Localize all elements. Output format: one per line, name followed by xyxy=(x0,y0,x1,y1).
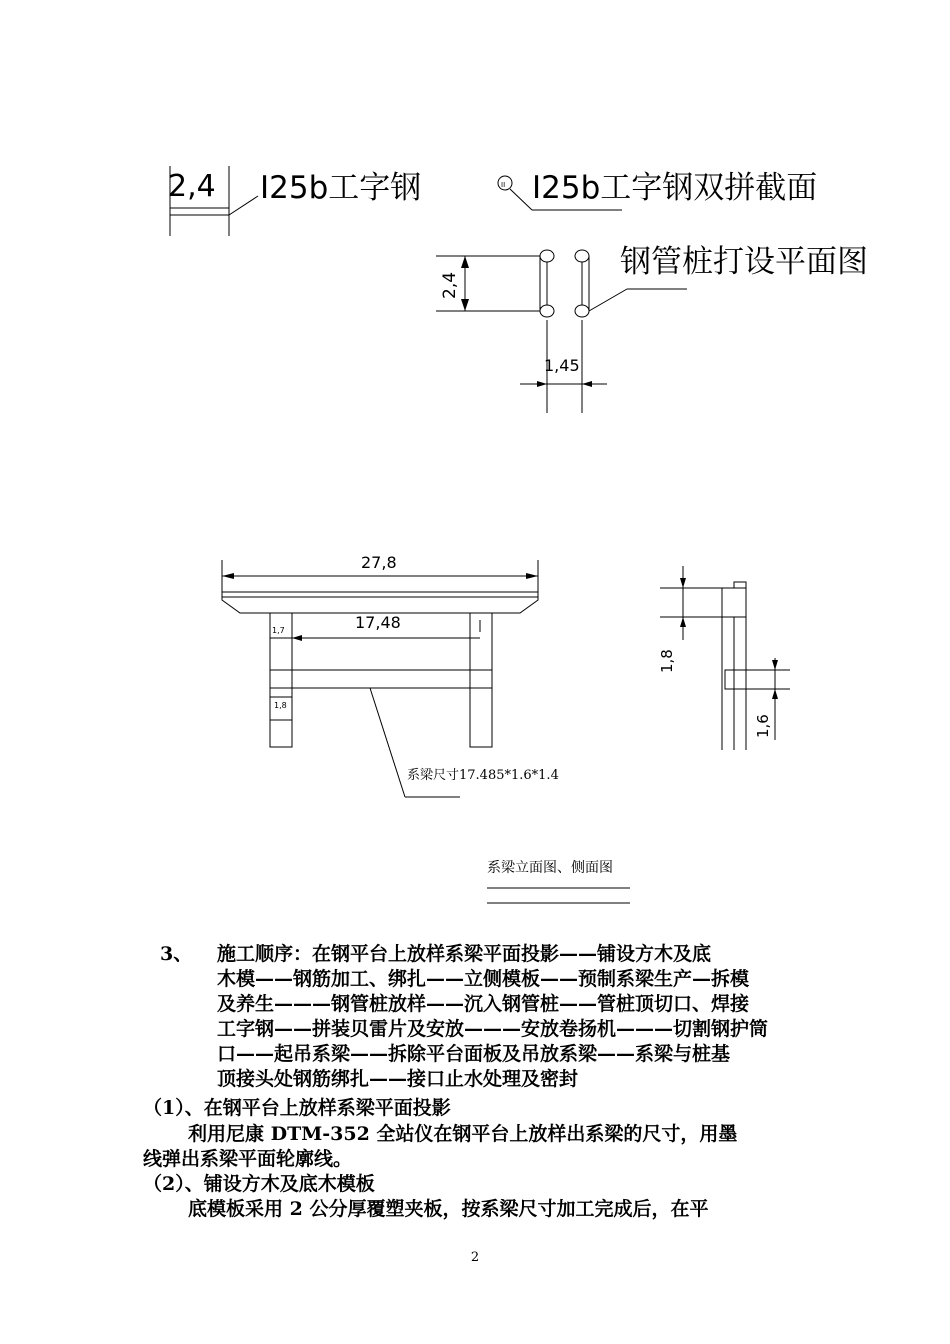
dim-145: 1,45 xyxy=(544,356,580,375)
dim-24-left: 2,4 xyxy=(168,169,216,204)
dim-18-side: 1,8 xyxy=(658,649,676,673)
label-i25b: I25b工字钢 xyxy=(260,170,422,206)
bubble-mark: II xyxy=(501,181,506,189)
plan-title: 钢管桩打设平面图 xyxy=(620,244,868,280)
drawing-caption: 系梁立面图、侧面图 xyxy=(487,860,613,876)
sub2-body-line: 底模板采用 2 公分厚覆塑夹板，按系梁尺寸加工完成后，在平 xyxy=(188,1198,709,1220)
sub1-heading: （1）、在钢平台上放样系梁平面投影 xyxy=(143,1097,451,1119)
right-column xyxy=(470,613,492,747)
item3-number: 3、 xyxy=(160,943,193,965)
dim-17-small: 1,7 xyxy=(272,626,285,635)
item3-line: 及养生———钢管桩放样——沉入钢管桩——管桩顶切口、焊接 xyxy=(217,993,750,1015)
dim-278: 27,8 xyxy=(361,553,397,572)
item3-line: 施工顺序：在钢平台上放样系梁平面投影——铺设方木及底 xyxy=(217,943,712,965)
tie-beam-leader xyxy=(370,688,405,797)
item3-line: 工字钢——拼装贝雷片及安放———安放卷扬机———切割钢护筒 xyxy=(217,1018,769,1040)
side-tie-beam xyxy=(725,670,746,689)
item3-line: 木模——钢筋加工、绑扎——立侧模板——预制系梁生产—拆模 xyxy=(217,968,750,990)
cap-beam xyxy=(222,592,538,613)
sub1-body-line: 线弹出系梁平面轮廓线。 xyxy=(143,1148,353,1170)
tie-beam-size-label: 系梁尺寸17.485*1.6*1.4 xyxy=(407,768,559,783)
dim-1748: 17,48 xyxy=(355,613,401,632)
dim-24-vertical: 2,4 xyxy=(440,271,460,299)
side-cap xyxy=(722,588,746,617)
sub1-body-line: 利用尼康 DTM-352 全站仪在钢平台上放样出系梁的尺寸，用墨 xyxy=(188,1123,738,1145)
sub2-heading: （2）、铺设方木及底木模板 xyxy=(143,1173,375,1195)
tie-beam xyxy=(270,670,492,688)
dim-16-side: 1,6 xyxy=(754,714,772,738)
item3-line: 顶接头处钢筋绑扎——接口止水处理及密封 xyxy=(217,1068,579,1090)
label-i25b-double: I25b工字钢双拼截面 xyxy=(532,170,818,206)
page-number: 2 xyxy=(470,1250,480,1265)
item3-line: 口——起吊系梁——拆除平台面板及吊放系梁——系梁与桩基 xyxy=(217,1043,731,1065)
dim-18-small: 1,8 xyxy=(274,701,287,710)
